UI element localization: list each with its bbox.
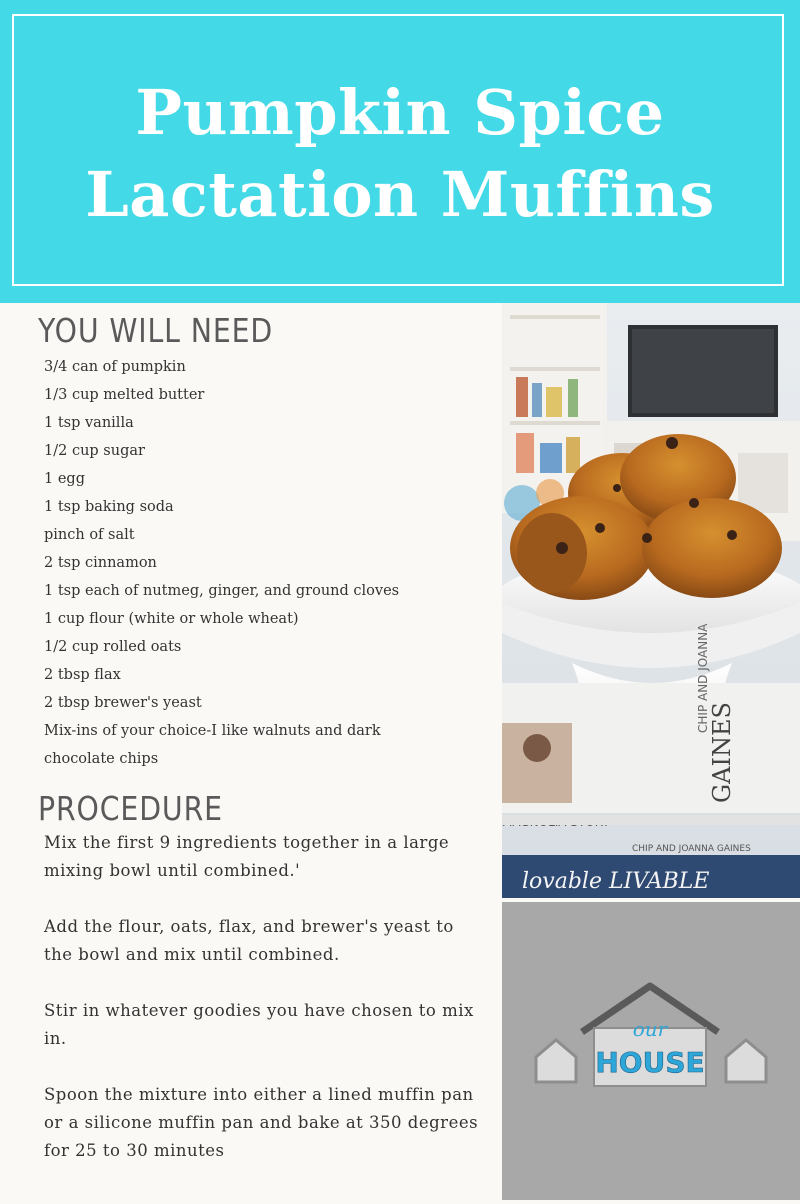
small-house-right-icon: [726, 1040, 766, 1082]
ingredient-item: 2 tbsp flax: [44, 667, 121, 683]
procedure-step: Add the flour, oats, flax, and brewer's yeast to the bowl and mix until combined.: [44, 917, 454, 964]
ingredient-item: 1 tsp each of nutmeg, ginger, and ground cloves: [44, 583, 400, 599]
ingredient-item: 1/2 cup sugar: [44, 443, 145, 459]
house-logo: [502, 902, 800, 1200]
procedure-heading: PROCEDURE: [38, 789, 223, 828]
ingredient-item: 2 tbsp brewer's yeast: [44, 695, 202, 711]
ingredient-item: 1/2 cup rolled oats: [44, 639, 182, 655]
small-house-left-icon: [536, 1040, 576, 1082]
ingredient-item: 1 tsp vanilla: [44, 415, 134, 431]
book-cover-text: CHIP AND JOANNA: [696, 623, 710, 733]
ingredient-item: pinch of salt: [44, 527, 135, 543]
page-title: [0, 72, 800, 236]
procedure-step: Mix the first 9 ingredients together in a large mixing bowl until combined.': [44, 833, 450, 880]
ingredient-item: 3/4 can of pumpkin: [44, 359, 186, 375]
procedure-step: Spoon the mixture into either a lined muffin pan or a silicone muffin pan and bake at 350 degrees for 25 to 30 minutes: [44, 1085, 479, 1160]
procedure-steps: [44, 829, 484, 1193]
muffin-photo-illustration: [502, 303, 800, 898]
ingredient-item: 1 cup flour (white or whole wheat): [44, 611, 299, 627]
book-small-text: CHIP AND JOANNA GAINES: [632, 844, 751, 854]
ingredient-item: 2 tsp cinnamon: [44, 555, 157, 571]
ingredient-item: 1 egg: [44, 471, 85, 487]
logo-word-our: our: [632, 1017, 668, 1041]
ingredient-item: 1/3 cup melted butter: [44, 387, 205, 403]
procedure-step: Stir in whatever goodies you have chosen to mix in.: [44, 1001, 474, 1048]
recipe-text-column: [0, 303, 502, 1200]
logo-panel: [502, 902, 800, 1200]
title-line-2: Lactation Muffins: [85, 158, 715, 231]
bottom-book-text: lovable LIVABLE: [522, 869, 710, 894]
ingredient-item: Mix-ins of your choice-I like walnuts and dark chocolate chips: [44, 723, 381, 767]
you-will-need-heading: YOU WILL NEED: [38, 311, 274, 350]
ingredient-list: [44, 353, 444, 773]
muffin-photo: [502, 303, 800, 898]
title-line-1: Pumpkin Spice: [135, 76, 665, 149]
book-cover-name: GAINES: [708, 702, 736, 803]
ingredient-item: 1 tsp baking soda: [44, 499, 174, 515]
title-banner: [0, 0, 800, 303]
logo-word-house: HOUSE: [595, 1046, 705, 1079]
